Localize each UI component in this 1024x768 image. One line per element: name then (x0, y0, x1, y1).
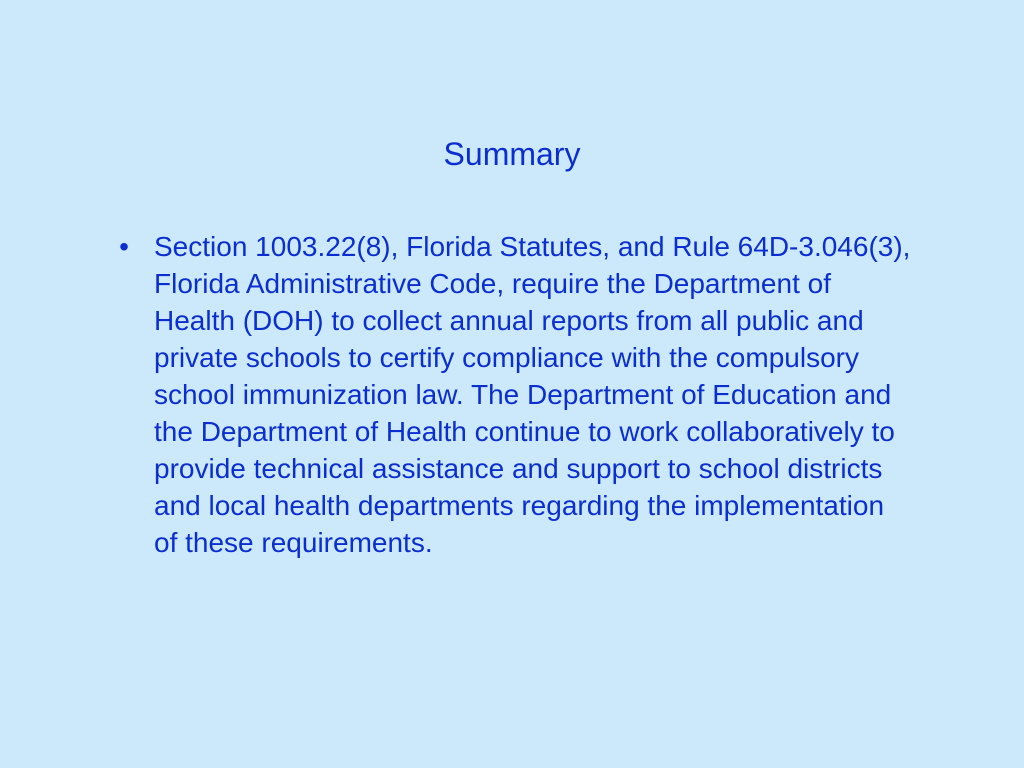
bullet-text: Section 1003.22(8), Florida Statutes, and Rule 64D-3.046(3), Florida Administrative Code, require the Department of Health (DOH) to collect annual reports from all public and private schools to certify compliance with the compulsory school immunization law. The Department of Education and the Department of Health continue to work collaboratively to provide technical assistance and support to school districts and local health departments regarding the implementation of these requirements. (154, 231, 911, 558)
slide-title: Summary (443, 136, 581, 172)
bullet-list (112, 228, 912, 561)
bullet-item (112, 228, 912, 561)
bullet-marker: • (119, 231, 129, 262)
